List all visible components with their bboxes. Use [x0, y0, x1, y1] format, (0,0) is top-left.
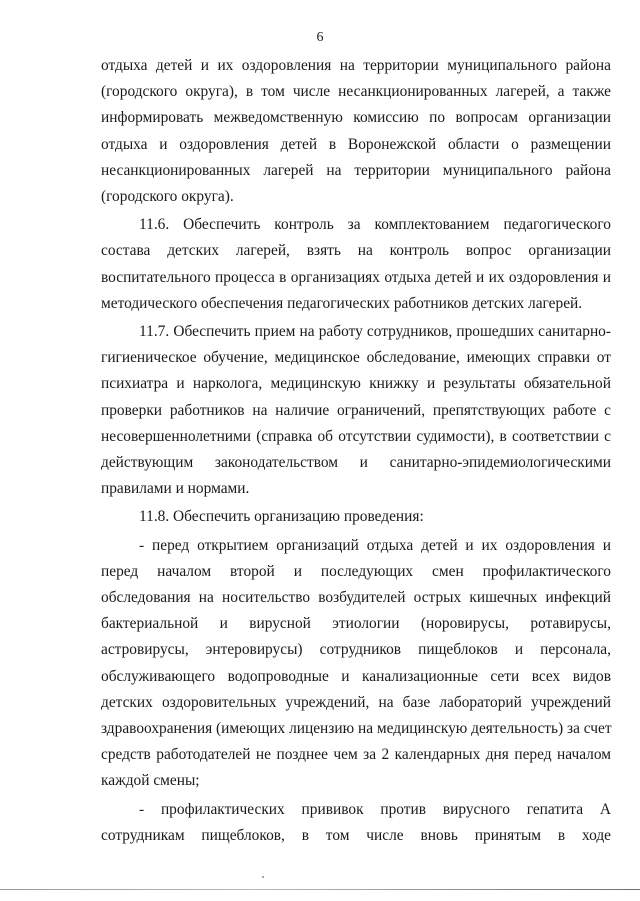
text-line: - перед открытием организаций отдыха детей и их оздоровления и: [139, 536, 611, 554]
text-line: обслуживающего водопроводные и канализационные сети всех видов: [101, 667, 611, 685]
text-line: перед началом второй и последующих смен профилактического: [101, 562, 611, 580]
text-line: правилами и нормами.: [101, 480, 250, 498]
list-item-vaccination: [101, 797, 611, 849]
text-line: проверки работников на наличие ограничений, препятствующих работе с: [101, 401, 611, 419]
text-line: психиатра и нарколога, медицинскую книжку и результаты обязательной: [101, 375, 611, 393]
text-line: отдыха детей и их оздоровления на территории муниципального района: [101, 57, 611, 74]
text-line: 11.8. Обеспечить организацию проведения:: [139, 508, 424, 526]
text-line: средств работодателей не позднее чем за 2 календарных дня перед началом: [101, 746, 611, 764]
document-body: [101, 53, 611, 849]
text-line: информировать межведомственную комиссию по вопросам организации: [101, 109, 611, 127]
paragraph-11-7: [101, 319, 611, 502]
text-line: астровирусы, энтеровирусы) сотрудников пищеблоков и персонала,: [101, 641, 611, 659]
page-number: 6: [316, 30, 324, 45]
text-line: сотрудникам пищеблоков, в том числе вновь принятым в ходе: [101, 826, 611, 844]
scan-artifact-line: [0, 889, 640, 890]
text-line: (городского округа), в том числе несанкционированных лагерей, а также: [101, 83, 611, 101]
text-line: действующим законодательством и санитарно-эпидемиологическими: [101, 454, 611, 472]
paragraph-11-6: [101, 212, 611, 317]
paragraph-continuation: [101, 53, 611, 210]
text-line: несанкционированных лагерей на территории муниципального района: [101, 161, 611, 179]
text-line: отдыха и оздоровления детей в Воронежской области о размещении: [101, 135, 611, 153]
text-line: бактериальной и вирусной этиологии (норовирусы, ротавирусы,: [101, 615, 611, 633]
text-line: детских оздоровительных учреждений, на базе лабораторий учреждений: [101, 693, 611, 711]
text-line: обследования на носительство возбудителей острых кишечных инфекций: [101, 589, 611, 607]
text-line: 11.7. Обеспечить прием на работу сотрудников, прошедших санитарно-: [139, 323, 611, 341]
text-line: 11.6. Обеспечить контроль за комплектованием педагогического: [139, 216, 611, 234]
paragraph-11-8: [101, 504, 611, 530]
text-line: - профилактических прививок против вирусного гепатита А: [139, 800, 611, 818]
text-line: состава детских лагерей, взять на контроль вопрос организации: [101, 242, 611, 260]
text-line: здравоохранения (имеющих лицензию на медицинскую деятельность) за счет: [101, 720, 612, 738]
text-line: несовершеннолетними (справка об отсутствии судимости), в соответствии с: [101, 427, 611, 445]
text-line: воспитательного процесса в организациях отдыха детей и их оздоровления и: [101, 268, 611, 286]
text-line: гигиеническое обучение, медицинское обследование, имеющих справки от: [101, 349, 611, 367]
scan-artifact-dot: [262, 876, 264, 878]
list-item-preventive-examination: [101, 533, 611, 795]
text-line: каждой смены;: [101, 772, 200, 790]
text-line: методического обеспечения педагогических работников детских лагерей.: [101, 294, 583, 312]
text-line: (городского округа).: [101, 188, 234, 206]
